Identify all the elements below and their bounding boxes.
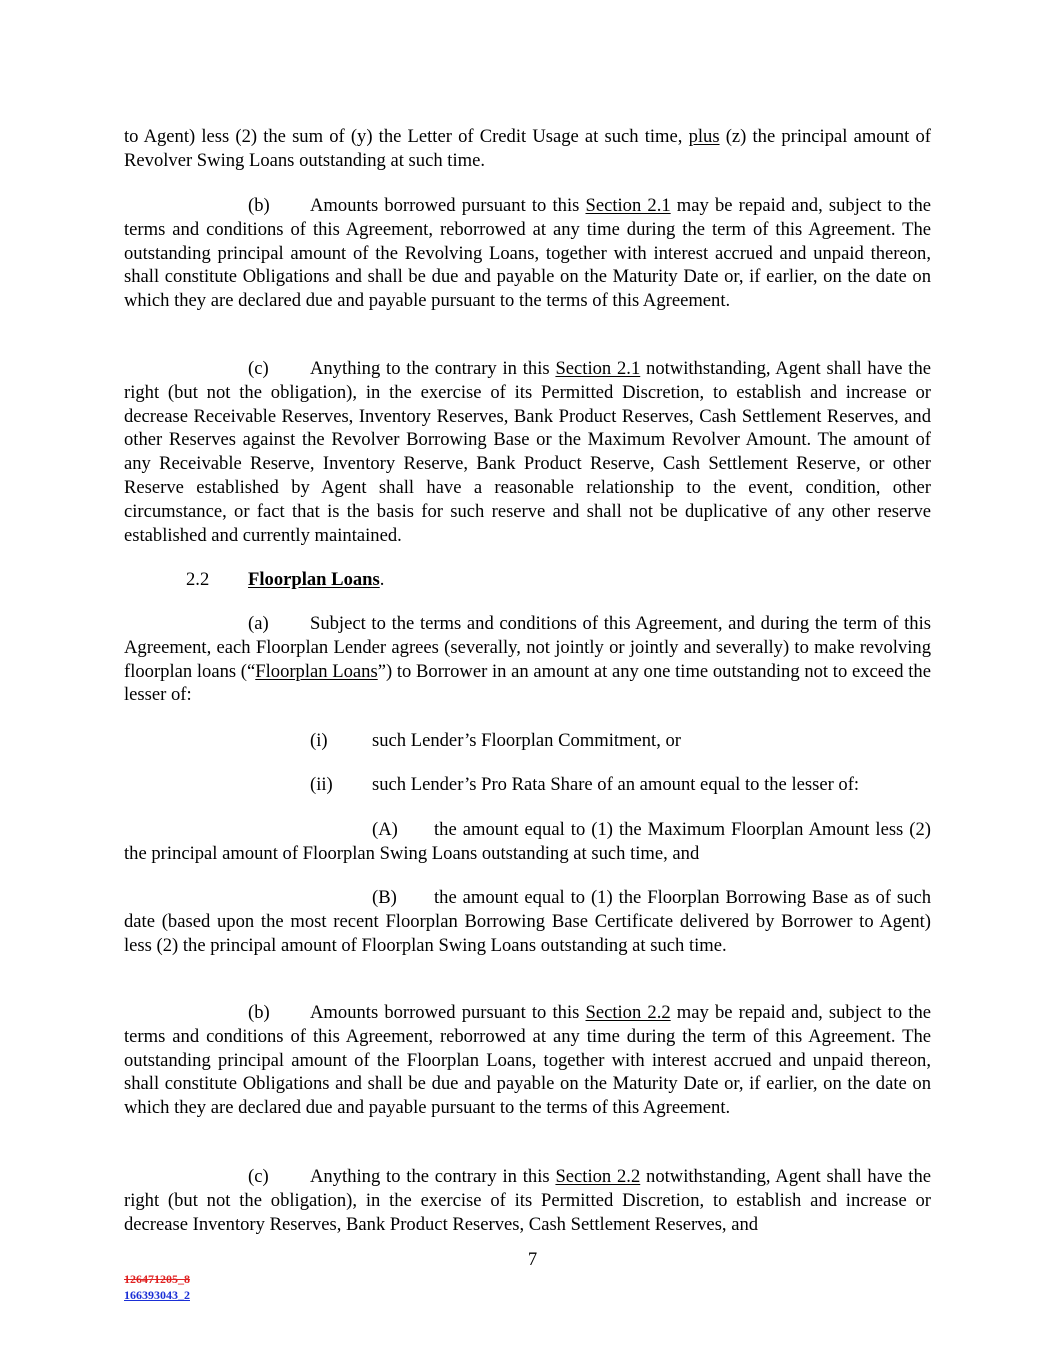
page-number: 7: [527, 1249, 538, 1270]
paragraph-2-2-b: (b) Amounts borrowed pursuant to this Section 2.2 may be repaid and, subject to the terms and conditions of this Agreement, reborrowed at any time during the term of this Agreement. The outstanding principal amount of the Floorplan Loans, together with interest accrued and unpaid thereon, shall constitute Obligations and shall be due and payable on the Maturity Date or, if earlier, on the date on which they are declared due and payable pursuant to the terms of this Agreement.: [124, 1002, 931, 1119]
paragraph-2-1-b: (b) Amounts borrowed pursuant to this Section 2.1 may be repaid and, subject to the terms and conditions of this Agreement, reborrowed at any time during the term of this Agreement. The outstanding principal amount of the Revolving Loans, together with interest accrued and unpaid thereon, shall constitute Obligations and shall be due and payable on the Maturity Date or, if earlier, on the date on which they are declared due and payable pursuant to the terms of this Agreement.: [124, 195, 931, 312]
sub-item-A: (A) the amount equal to (1) the Maximum Floorplan Amount less (2) the principal amount of Floorplan Swing Loans outstanding at such time, and: [124, 819, 931, 864]
defined-term-floorplan-loans: Floorplan Loans: [255, 660, 378, 682]
clause-label: (a): [248, 613, 269, 634]
sub-item-label: (A): [372, 819, 398, 840]
clause-label: (c): [248, 358, 269, 379]
paragraph-2-1-c: (c) Anything to the contrary in this Section 2.1 notwithstanding, Agent shall have the right (but not the obligation), in the exercise of its Permitted Discretion, to establish and increase or decrease Receivable Reserves, Inventory Reserves, Bank Product Reserves, Cash Settlement Reserves, and other Reserves against the Revolver Borrowing Base or the Maximum Revolver Amount. The amount of any Receivable Reserve, Inventory Reserve, Bank Product Reserve, Cash Settlement Reserve, or other Reserve established by Agent shall have a reasonable relationship to the event, condition, other circumstance, or fact that is the basis for such reserve and shall not be duplicative of any other reserve established and currently maintained.: [124, 358, 932, 546]
paragraph-2-2-c: (c) Anything to the contrary in this Section 2.2 notwithstanding, Agent shall have the right (but not the obligation), in the exercise of its Permitted Discretion, to establish and increase or decrease Inventory Reserves, Bank Product Reserves, Cash Settlement Reserves, and: [124, 1166, 932, 1235]
cross-reference-section-2-1: Section 2.1: [585, 195, 671, 216]
document-id-inserted: 166393043_2: [124, 1288, 190, 1302]
cross-reference-section-2-1: Section 2.1: [555, 358, 641, 379]
sub-item-label: (i): [310, 730, 328, 751]
sub-item-B: (B) the amount equal to (1) the Floorplan Borrowing Base as of such date (based upon the most recent Floorplan Borrowing Base Certificate delivered by Borrower to Agent) less (2) the principal amount of Floorplan Swing Loans outstanding at such time.: [124, 887, 931, 956]
cross-reference-section-2-2: Section 2.2: [585, 1002, 671, 1023]
section-number: 2.2: [186, 569, 210, 590]
sub-item-label: (ii): [310, 774, 333, 795]
sub-item-label: (B): [372, 887, 397, 908]
sub-item-ii: (ii) such Lender’s Pro Rata Share of an amount equal to the lesser of:: [310, 774, 860, 795]
cross-reference-section-2-2: Section 2.2: [555, 1166, 641, 1187]
paragraph-continuation: to Agent) less (2) the sum of (y) the Letter of Credit Usage at such time, plus (z) the principal amount of Revolver Swing Loans outstanding at such time.: [124, 126, 931, 171]
paragraph-2-2-a: (a) Subject to the terms and conditions of this Agreement, and during the term of this Agreement, each Floorplan Lender agrees (severally, not jointly or jointly and severally) to make revolving floorplan loans (“Floorplan Loans”) to Borrower in an amount at any one time outstanding not to exceed the lesser of:: [124, 613, 931, 706]
sub-item-i: (i) such Lender’s Floorplan Commitment, or: [310, 730, 681, 751]
clause-label: (b): [248, 195, 270, 216]
section-title: Floorplan Loans: [248, 569, 380, 590]
defined-term-plus: plus: [688, 126, 720, 147]
clause-label: (c): [248, 1166, 269, 1187]
clause-label: (b): [248, 1002, 270, 1023]
document-id-deleted: 126471205_8: [124, 1272, 190, 1286]
section-heading: 2.2 Floorplan Loans.: [186, 569, 385, 590]
